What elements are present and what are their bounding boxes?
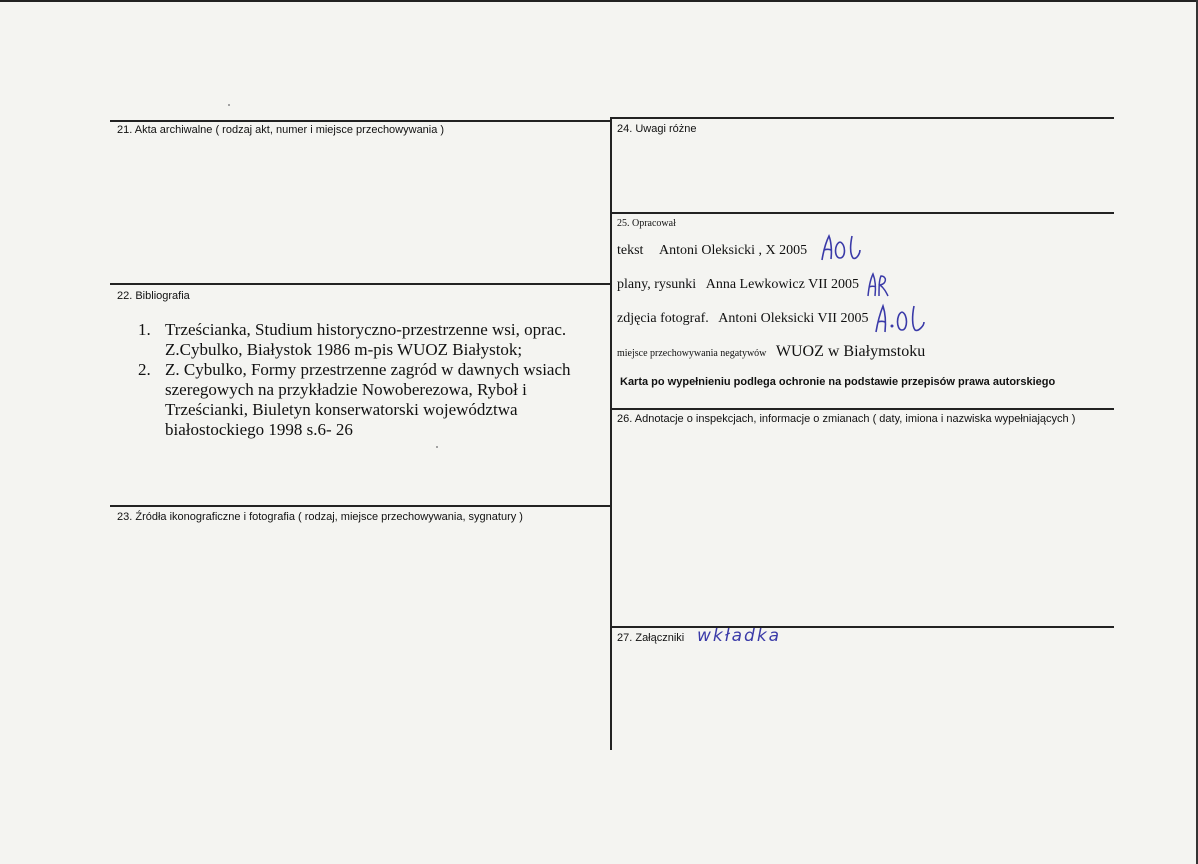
negatywy-value: WUOZ w Białymstoku: [775, 343, 926, 360]
tekst-value: Antoni Oleksicki , X 2005: [658, 243, 808, 258]
divider-s25: [612, 212, 1114, 214]
section-26-label: 26. Adnotacje o inspekcjach, informacje o zmianach ( daty, imiona i nazwiska wypełniających ): [617, 413, 1076, 425]
divider-s23: [110, 505, 612, 507]
bibliography-list: [138, 320, 588, 440]
plany-value: Anna Lewkowicz VII 2005: [705, 277, 860, 292]
bibliography-line: białostockiego 1998 s.6- 26: [165, 420, 353, 439]
zdjecia-label: zdjęcia fotograf.: [617, 311, 709, 326]
section-27-label: 27. Załączniki: [617, 632, 685, 644]
bibliography-item-number: 1.: [138, 320, 151, 339]
plany-row: [617, 277, 859, 293]
bibliography-line: szeregowych na przykładzie Nowoberezowa, Ryboł i: [165, 380, 527, 399]
copyright-note: Karta po wypełnieniu podlega ochronie na podstawie przepisów prawa autorskiego: [620, 376, 1056, 388]
divider-top-right: [612, 117, 1114, 119]
divider-s26: [612, 408, 1114, 410]
bibliography-line: Z. Cybulko, Formy przestrzenne zagród w dawnych wsiach: [165, 360, 571, 379]
bibliography-line: Trześcianka, Studium historyczno-przestrzenne wsi, oprac.: [165, 320, 567, 339]
divider-s27: [612, 626, 1114, 628]
tekst-label: tekst: [617, 243, 644, 258]
section-25-label: 25. Opracował: [617, 218, 676, 229]
section-22-label: 22. Bibliografia: [117, 290, 190, 302]
paper-speck: [228, 104, 230, 106]
negatywy-label: miejsce przechowywania negatywów: [617, 348, 767, 359]
signature-zdjecia: [872, 302, 928, 336]
divider-top-left: [110, 120, 612, 122]
section-23-label: 23. Źródła ikonograficzne i fotografia ( rodzaj, miejsce przechowywania, sygnatury ): [117, 511, 523, 523]
signature-plany: [864, 270, 890, 300]
column-divider: [610, 117, 612, 750]
plany-label: plany, rysunki: [617, 277, 697, 292]
section-21-label: 21. Akta archiwalne ( rodzaj akt, numer i miejsce przechowywania ): [117, 124, 445, 136]
paper-speck: [436, 446, 438, 448]
bibliography-item: [138, 320, 588, 360]
section-24-label: 24. Uwagi różne: [617, 123, 697, 135]
attachment-handwritten: wkładka: [697, 626, 782, 646]
zdjecia-row: [617, 311, 868, 327]
negatywy-row: [617, 343, 925, 361]
divider-s22: [110, 283, 612, 285]
bibliography-item: [138, 360, 588, 440]
tekst-row: [617, 243, 807, 259]
bibliography-line: Z.Cybulko, Białystok 1986 m-pis WUOZ Białystok;: [165, 340, 523, 359]
bibliography-item-number: 2.: [138, 360, 151, 379]
page-top-border: [0, 0, 1198, 2]
zdjecia-value: Antoni Oleksicki VII 2005: [718, 311, 869, 326]
signature-tekst: [818, 232, 864, 264]
bibliography-line: Trześcianki, Biuletyn konserwatorski województwa: [165, 400, 518, 419]
